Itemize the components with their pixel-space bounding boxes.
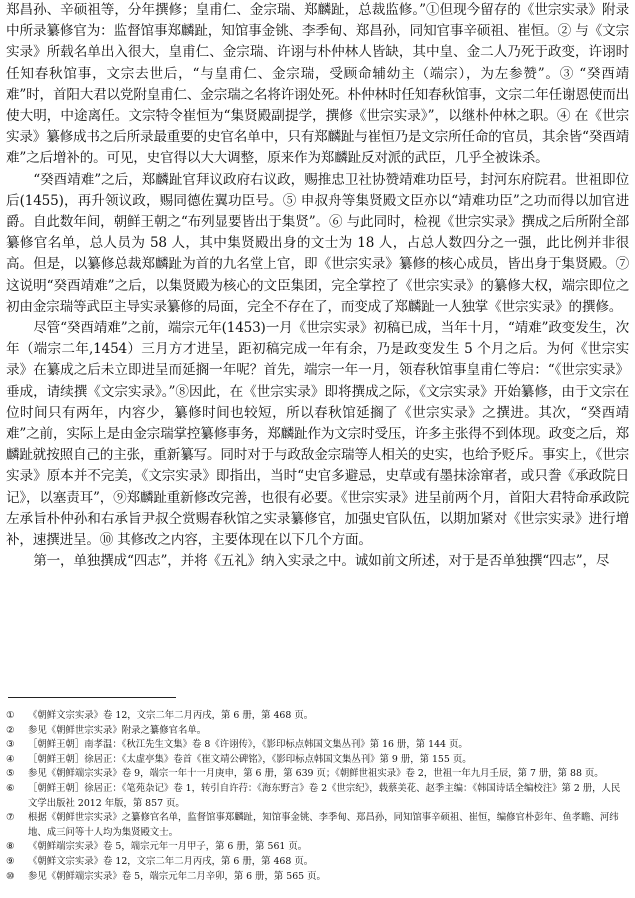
footnote-text: 《朝鲜文宗实录》卷 12，文宗二年二月丙戌，第 6 册，第 468 页。 xyxy=(28,855,314,867)
main-text xyxy=(6,0,629,572)
footnote-number: ③ xyxy=(6,739,15,751)
footnote xyxy=(6,811,629,840)
footnote-number: ④ xyxy=(6,753,15,765)
footnote xyxy=(6,767,629,782)
footnote-text: 《朝鲜文宗实录》卷 12，文宗二年二月丙戌，第 6 册，第 468 页。 xyxy=(28,710,314,721)
footnote-text: 参见《朝鲜端宗实录》卷 5，端宗元年二月辛卯，第 6 册，第 565 页。 xyxy=(28,870,326,882)
footnote-number: ⑨ xyxy=(6,855,15,867)
footnote-text: ［朝鲜王朝］徐居正：《笔苑杂记》卷 1，转引自许荇：《海东野言》卷 2《世宗纪》，载蔡美花、赵季主编：《韩国诗话全编校注》第 2 册，人民文学出版社 2012 年版，第 857 页。 xyxy=(28,782,621,809)
footnote xyxy=(6,840,629,855)
footnote-text: 根据《朝鲜世宗实录》之纂修官名单，监督馆事郑麟趾，知馆事金铫、李季甸、郑昌孙，同知馆事辛硕祖、崔恒，编修官朴彭年、鱼孝瞻、河纬地、成三问等十人均为集贤殿文士。 xyxy=(28,812,619,838)
footnote-text: ［朝鲜王朝］南孝温：《秋江先生文集》卷 8《许诩传》，《影印标点韩国文集丛刊》第 16 册，第 144 页。 xyxy=(28,739,468,751)
footnote-number: ⑤ xyxy=(6,768,15,780)
footnote xyxy=(6,753,629,768)
footnote xyxy=(6,855,629,870)
paragraph-1: 郑昌孙、辛硕祖等，分年撰修；皇甫仁、金宗瑞、郑麟趾，总裁监修。”①但现今留存的《世宗实录》附录中所录纂修官为：监督馆事郑麟趾，知馆事金铫、李季甸、郑昌孙，同知官事辛硕祖、崔恒。② 与《文宗实录》所载名单出入很大，皇甫仁、金宗瑞、许诩与朴仲林人皆缺，其中皇、金二人乃死于政变，许诩时任知春秋馆事，文宗去世后，“与皇甫仁、金宗瑞，受顾命辅幼主（端宗），为左参赞”。③ “癸酉靖难”时，首阳大君以党附皇甫仁、金宗瑞之名将许诩处死。朴仲林时任知春秋馆事，文宗二年任谢恩使而出使大明，中途离任。文宗特令崔恒为“集贤殿副提学，撰修《世宗实录》”，以继朴仲林之职。④ 在《世宗实录》纂修成书之后所录最重要的史官名单中，只有郑麟趾与崔恒乃是文宗所任命的官员，其余皆“癸酉靖难”之后增补的。可见，史官得以大大调整，原来作为郑麟趾反对派的武臣，几乎全被诛杀。 xyxy=(6,2,629,167)
footnote-number: ⑩ xyxy=(6,870,15,882)
footnote xyxy=(6,738,629,753)
footnote-number: ⑥ xyxy=(6,782,15,794)
footnote xyxy=(6,724,629,739)
footnote-divider xyxy=(8,697,176,698)
footnote-number: ② xyxy=(6,724,15,736)
paragraph-3: 尽管“癸酉靖难”之前，端宗元年(1453)一月《世宗实录》初稿已成，当年十月，“靖难”政变发生，次年（端宗二年,1454）三月方才进呈，距初稿完成一年有余，乃是政变发生 5 个月之后。为何《世宗实录》在纂成之后未立即进呈而延搁一年呢？首先，端宗一年一月，领春秋馆事皇甫仁等启：“《世宗实录》垂成，请续撰《文宗实录》。”⑧因此，在《世宗实录》即将撰成之际，《文宗实录》开始纂修，由于文宗在位时间只有两年，内容少，纂修时间也较短，所以春秋馆延搁了《世宗实录》之撰进。其次，“癸酉靖难”之前，实际上是由金宗瑞掌控纂修事务，郑麟趾作为文宗时受压，许多主张得不到体现。政变之后，郑麟趾就按照自己的主张，重新纂写。同时对于与政敌金宗瑞等人相关的史实，也给予贬斥。事实上，《世宗实录》原本并不完美，《文宗实录》即指出，当时“史官多避忌，史草或有墨抹涂窜者，或只誊《承政院日记》，以塞责耳”，⑨郑麟趾重新修改完善，也很有必要。《世宗实录》进呈前两个月，首阳大君特命承政院左承旨朴仲孙和右承旨尹叔仝赏赐春秋馆之实录纂修官，加强史官队伍，以期加紧对《世宗实录》进行增补，速撰进呈。⑩ 其修改之内容，主要体现在以下几个方面。 xyxy=(6,320,629,549)
footnote-text: 参见《朝鲜世宗实录》附录之纂修官名单。 xyxy=(28,724,207,736)
footnote-number: ⑧ xyxy=(6,841,15,853)
footnote-text: ［朝鲜王朝］徐居正：《太虚亭集》卷首《崔文靖公碑铭》，《影印标点韩国文集丛刊》第 9 册，第 155 页。 xyxy=(28,753,472,765)
footnotes xyxy=(6,709,629,884)
footnote-number: ① xyxy=(6,710,15,721)
paragraph-4: 第一，单独撰成“四志”，并将《五礼》纳入实录之中。诚如前文所述，对于是否单独撰“四志”，尽 xyxy=(33,553,610,570)
footnote xyxy=(6,709,629,724)
footnote xyxy=(6,870,629,885)
footnote-text: 参见《朝鲜端宗实录》卷 9，端宗一年十一月庚申，第 6 册，第 639 页；《朝鲜世祖实录》卷 2，世祖一年九月壬辰，第 7 册，第 88 页。 xyxy=(28,768,604,780)
footnote-text: 《朝鲜端宗实录》卷 5，端宗元年一月甲子，第 6 册，第 561 页。 xyxy=(28,841,308,853)
footnote xyxy=(6,782,629,811)
footnote-number: ⑦ xyxy=(6,812,15,824)
paragraph-2: “癸酉靖难”之后，郑麟趾官拜议政府右议政，赐推忠卫社协赞靖难功臣号，封河东府院君。世祖即位后(1455)，再升领议政，赐同德佐翼功臣号。⑤ 申叔舟等集贤殿文臣亦以“靖难功臣”之功而得以加官进爵。自此数年间，朝鲜王朝之“布列显要皆出于集贤”。⑥ 与此同时，检视《世宗实录》撰成之后所附全部纂修官名单，总人员为 58 人，其中集贤殿出身的文士为 18 人，占总人数四分之一强，此比例并非很高。但是，以纂修总裁郑麟趾为首的九名堂上官，即《世宗实录》纂修的核心成员，皆出身于集贤殿。⑦ 这说明“癸酉靖难”之后，以集贤殿为核心的文臣集团，完全掌控了《世宗实录》的纂修大权，端宗即位之初由金宗瑞等武臣主导实录纂修的局面，完全不存在了，而变成了郑麟趾一人独掌《世宗实录》的撰修。 xyxy=(6,171,629,315)
